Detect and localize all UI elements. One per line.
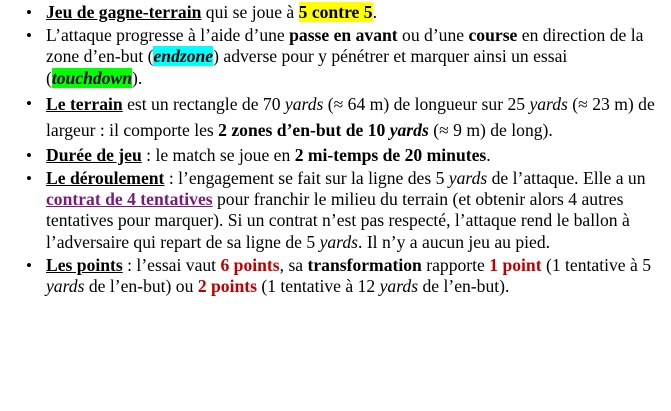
bold-course: course — [468, 25, 518, 46]
text: (≈ 64 m) de longueur sur 25 — [323, 93, 530, 114]
bold-zones: 2 zones d’en-but de 10 — [218, 119, 390, 140]
text: (≈ 9 m) de long). — [428, 119, 553, 140]
term-deroulement: Le déroulement — [46, 168, 165, 189]
bold-italic-yards: yards — [389, 119, 429, 140]
term-jeu: Jeu de gagne-terrain — [46, 2, 202, 22]
list-item-duree — [28, 145, 661, 166]
text: (1 tentative à 5 — [541, 254, 652, 275]
link-contrat[interactable]: contrat de 4 tentatives — [46, 189, 213, 210]
text: ou d’une — [397, 25, 469, 46]
text: : l’engagement se fait sur la ligne des 5 — [164, 168, 449, 189]
red-6-points: 6 points — [220, 254, 280, 275]
text: (≈ 23 m) de largeur : il comporte les — [46, 93, 655, 140]
text: rapporte — [421, 254, 490, 275]
red-2-points: 2 points — [197, 276, 257, 297]
term-duree: Durée de jeu — [46, 144, 142, 165]
list-item-terrain — [28, 91, 661, 143]
text: est un rectangle de 70 — [122, 93, 285, 114]
text: . Il n’y a aucun jeu au pied. — [358, 231, 551, 252]
bold-passe: passe en avant — [289, 25, 398, 46]
list-item-attack — [28, 25, 661, 89]
text: : l’essai vaut — [122, 254, 221, 275]
text: (1 tentative à 12 — [256, 276, 380, 297]
term-terrain: Le terrain — [46, 93, 123, 114]
text: , sa — [279, 254, 308, 275]
bold-mi-temps: 2 mi-temps de 20 minutes — [294, 144, 487, 165]
text: de l’en-but). — [418, 276, 510, 297]
bold-transformation: transformation — [307, 254, 422, 275]
text: en direction de la zone d’en-but ( — [46, 25, 644, 67]
list-item-deroulement — [28, 168, 661, 253]
text: qui se joue à — [201, 2, 299, 22]
rules-bullet-list — [28, 2, 661, 297]
text: de l’attaque. Elle a un — [487, 168, 646, 189]
list-item-points — [28, 255, 661, 297]
italic-yards: yards — [379, 276, 419, 297]
text: pour franchir le milieu du terrain (et obtenir alors 4 autres tentatives pour marquer). Si un contrat n’est pas respecté, l’attaque rend le ballon à l’adversaire qui repart de sa ligne de 5 — [46, 189, 630, 252]
term-points: Les points — [46, 254, 123, 275]
text: ) adverse pour y pénétrer et marquer ainsi un essai ( — [46, 46, 568, 88]
highlight-endzone: endzone — [153, 46, 214, 67]
text: ). — [132, 67, 143, 88]
red-1-point: 1 point — [489, 254, 542, 275]
italic-yards: yards — [448, 168, 488, 189]
italic-yards: yards — [319, 231, 359, 252]
text: . — [486, 144, 491, 165]
highlight-touchdown: touchdown — [51, 67, 133, 88]
italic-yards: yards — [46, 276, 85, 297]
list-item-game-type — [28, 2, 661, 23]
italic-yards: yards — [529, 93, 568, 114]
italic-yards: yards — [284, 93, 324, 114]
text: de l’en-but) ou — [84, 276, 198, 297]
text: : le match se joue en — [141, 144, 295, 165]
text: . — [372, 2, 377, 22]
highlight-5-contre-5: 5 contre 5 — [298, 2, 373, 22]
text: L’attaque progresse à l’aide d’une — [46, 25, 290, 46]
